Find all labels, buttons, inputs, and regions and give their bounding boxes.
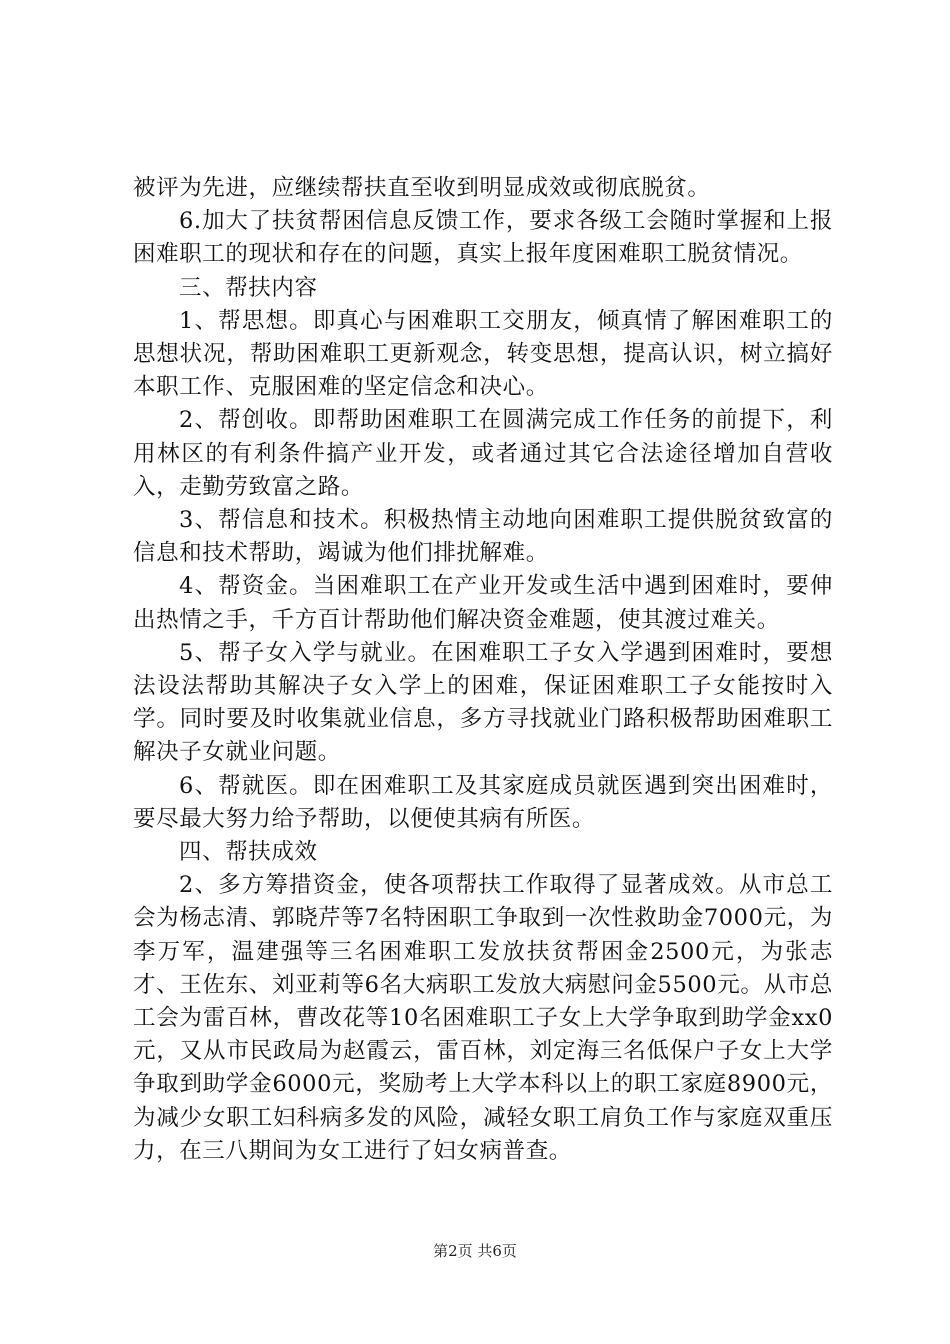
paragraph-4: 1、帮思想。即真心与困难职工交朋友，倾真情了解困难职工的思想状况，帮助困难职工更新观念，转变思想，提高认识，树立搞好本职工作、克服困难的坚定信念和决心。 bbox=[133, 307, 833, 401]
paragraph-11: 2、多方筹措资金，使各项帮扶工作取得了显著成效。从市总工会为杨志清、郭晓芹等7名特困职工争取到一次性救助金7000元，为李万军，温建强等三名困难职工发放扶贫帮困金2500元，为张志才、王佐东、刘亚莉等6名大病职工发放大病慰问金5500元。从市总工会为雷百林，曹改花等10名困难职工子女上大学争取到助学金xx0元，又从市民政局为赵霞云，雷百林，刘定海三名低保户子女上大学争取到助学金6000元，奖励考上大学本科以上的职工家庭8900元，为减少女职工妇科病多发的风险，减轻女职工肩负工作与家庭双重压力，在三八期间为女工进行了妇女病普查。 bbox=[133, 872, 833, 1164]
document-body bbox=[133, 172, 833, 1168]
section-heading-4: 四、帮扶成效 bbox=[179, 839, 318, 866]
paragraph-5: 2、帮创收。即帮助困难职工在圆满完成工作任务的前提下，利用林区的有利条件搞产业开发，或者通过其它合法途径增加自营收入，走勤劳致富之路。 bbox=[133, 407, 833, 500]
paragraph-9: 6、帮就医。即在困难职工及其家庭成员就医遇到突出困难时，要尽最大努力给予帮助，以便使其病有所医。 bbox=[133, 772, 833, 832]
paragraph-8: 5、帮子女入学与就业。在困难职工子女入学遇到困难时，要想法设法帮助其解决子女入学上的困难，保证困难职工子女能按时入学。同时要及时收集就业信息，多方寻找就业门路积极帮助困难职工解决子女就业问题。 bbox=[133, 639, 833, 766]
page-number-footer: 第2页 共6页 bbox=[433, 1242, 517, 1260]
paragraph-1: 被评为先进，应继续帮扶直至收到明显成效或彻底脱贫。 bbox=[133, 175, 711, 201]
paragraph-2: 6.加大了扶贫帮困信息反馈工作，要求各级工会随时掌握和上报困难职工的现状和存在的问题，真实上报年度困难职工脱贫情况。 bbox=[133, 208, 833, 268]
paragraph-7: 4、帮资金。当困难职工在产业开发或生活中遇到困难时，要伸出热情之手，千方百计帮助他们解决资金难题，使其渡过难关。 bbox=[133, 573, 833, 633]
paragraph-6: 3、帮信息和技术。积极热情主动地向困难职工提供脱贫致富的信息和技术帮助，竭诚为他们排扰解难。 bbox=[133, 507, 833, 567]
section-heading-3: 三、帮扶内容 bbox=[179, 274, 318, 301]
